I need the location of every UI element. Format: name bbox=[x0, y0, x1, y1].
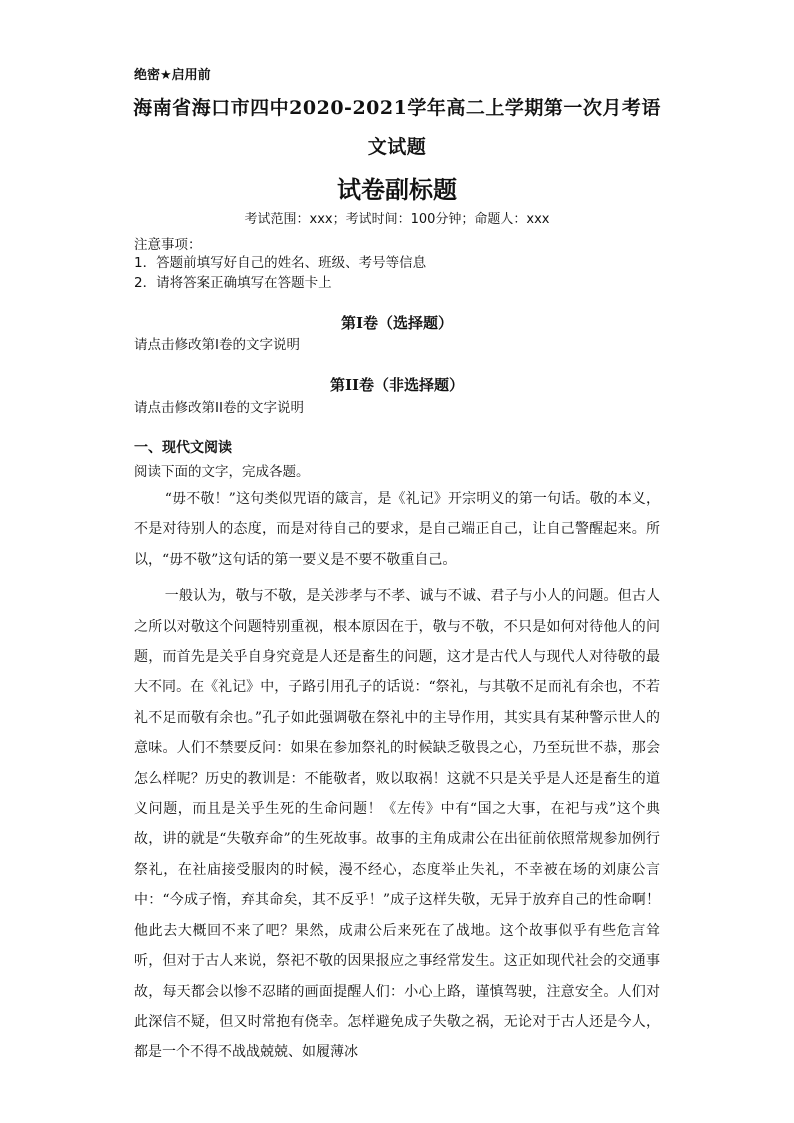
confidential-label: 绝密★启用前 bbox=[134, 68, 211, 83]
exam-title-line2: 文试题 bbox=[367, 136, 427, 158]
notes-item: 2．请将答案正确填写在答题卡上 bbox=[134, 275, 332, 291]
section1-instruction: 阅读下面的文字，完成各题。 bbox=[134, 464, 310, 480]
exam-title-line1: 海南省海口市四中2020-2021学年高二上学期第一次月考语 bbox=[133, 97, 661, 119]
part1-description[interactable]: 请点击修改第I卷的文字说明 bbox=[134, 337, 300, 353]
section1-heading: 一、现代文阅读 bbox=[134, 440, 232, 456]
part2-description[interactable]: 请点击修改第II卷的文字说明 bbox=[134, 400, 304, 416]
part2-title: 第II卷（非选择题） bbox=[329, 376, 465, 394]
passage-paragraph: 一般认为，敬与不敬，是关涉孝与不孝、诚与不诚、君子与小人的问题。但古人之所以对敬这个问题特别重视，根本原因在于，敬与不敬，不只是如何对待他人的问题，而首先是关乎自身究竟是人还是畜生的问题，这才是古代人与现代人对待敬的最大不同。在《礼记》中，子路引用孔子的话说：“祭礼，与其敬不足而礼有余也，不若礼不足而敬有余也。”孔子如此强调敬在祭礼中的主导作用，其实具有某种警示世人的意味。人们不禁要反问：如果在参加祭礼的时候缺乏敬畏之心，乃至玩世不恭，那会怎么样呢？历史的教训是：不能敬者，败以取祸！这就不只是关乎是人还是畜生的道义问题，而且是关乎生死的生命问题！《左传》中有“国之大事，在祀与戎”这个典故，讲的就是“失敬弃命”的生死故事。故事的主角成肃公在出征前依照常规参加例行祭礼，在社庙接受服肉的时候，漫不经心，态度举止失礼，不幸被在场的刘康公言中：“今成子惰，弃其命矣，其不反乎！”成子这样失敬，无异于放弃自己的性命啊！他此去大概回不来了吧？果然，成肃公后来死在了战地。这个故事似乎有些危言耸听，但对于古人来说，祭祀不敬的因果报应之事经常发生。这正如现代社会的交通事故，每天都会以惨不忍睹的画面提醒人们：小心上路，谨慎驾驶，注意安全。人们对此深信不疑，但又时常抱有侥幸。怎样避免成子失敬之祸，无论对于古人还是今人，都是一个不得不战战兢兢、如履薄冰 bbox=[134, 588, 660, 1061]
reading-passage bbox=[134, 484, 660, 1068]
exam-info: 考试范围：xxx；考试时间：100分钟；命题人：xxx bbox=[244, 212, 550, 227]
notes-heading: 注意事项： bbox=[134, 237, 202, 253]
exam-subtitle: 试卷副标题 bbox=[337, 175, 457, 204]
notes-item: 1．答题前填写好自己的姓名、班级、考号等信息 bbox=[134, 255, 427, 271]
part1-title: 第I卷（选择题） bbox=[340, 314, 454, 332]
passage-paragraph: “毋不敬！”这句类似咒语的箴言，是《礼记》开宗明义的第一句话。敬的本义，不是对待别人的态度，而是对待自己的要求，是自己端正自己，让自己警醒起来。所以，“毋不敬”这句话的第一要义是不要不敬重自己。 bbox=[134, 491, 660, 568]
